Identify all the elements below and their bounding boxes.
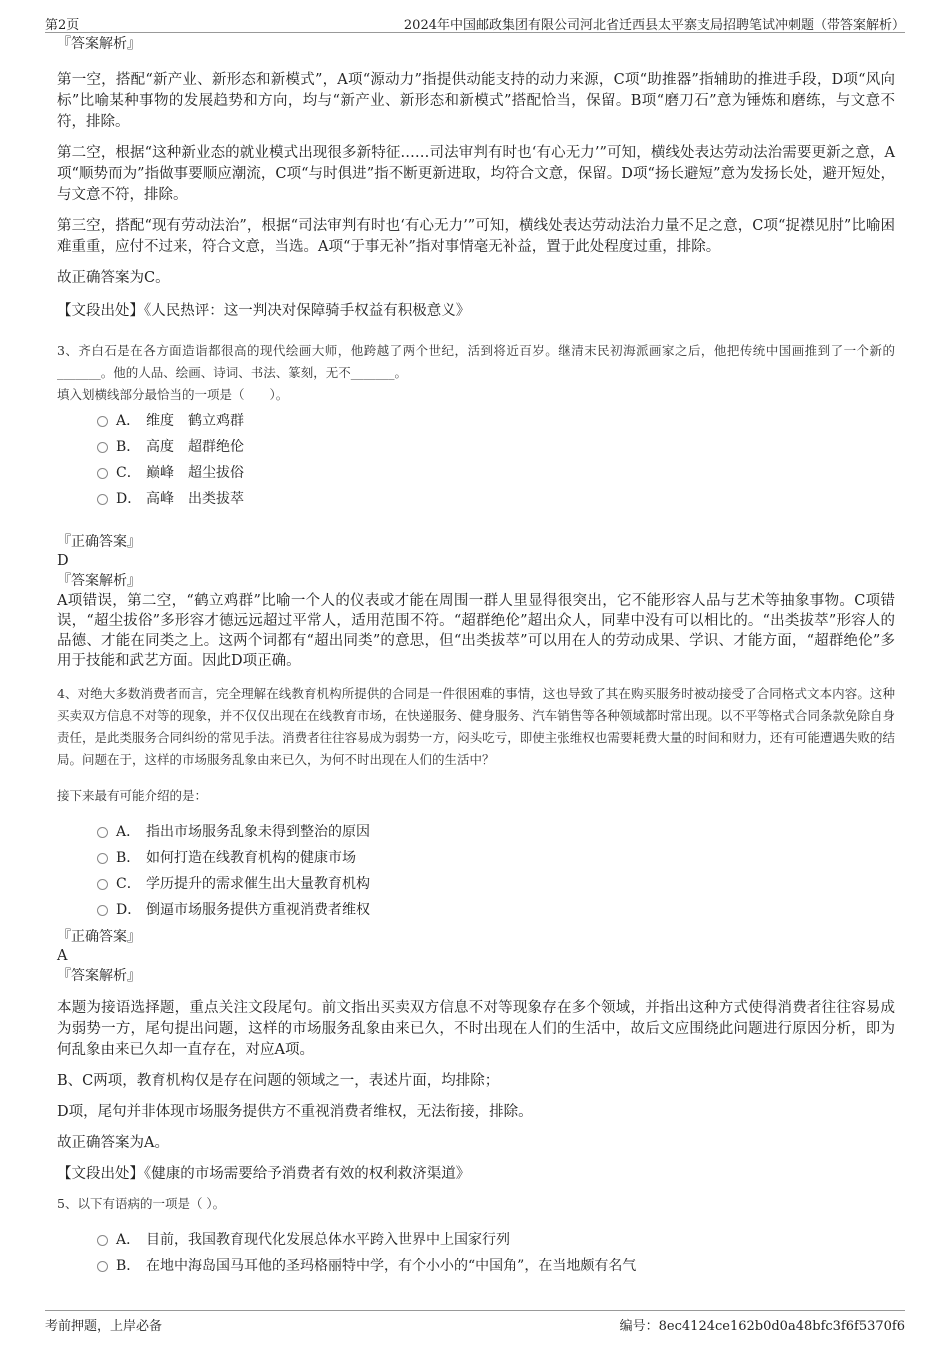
q4-prompt: 接下来最有可能介绍的是： — [57, 788, 208, 803]
q2-analysis-p2: 第二空，根据“这种新业态的就业模式出现很多新特征……司法审判有时也‘有心无力’”可知，横线处表达劳动法治需要更新之意，A项“顺势而为”指做事要顺应潮流，C项“与时俱进”指不断更新进取，均符合文意，保留。D项“扬长避短”意为发扬长处，避开短处，与文意不符，排除。 — [57, 145, 895, 203]
q4-analysis-p3: D项，尾句并非体现市场服务提供方不重视消费者维权，无法衔接，排除。 — [57, 1104, 533, 1120]
radio-icon[interactable] — [97, 494, 108, 505]
footer-slogan: 考前押题，上岸必备 — [45, 1319, 163, 1334]
q2-conclusion: 故正确答案为C。 — [57, 270, 170, 286]
q5-option-b[interactable]: B． 在地中海岛国马耳他的圣玛格丽特中学，有个小小的“中国角”，在当地颇有名气 — [97, 1253, 895, 1279]
radio-icon[interactable] — [97, 416, 108, 427]
q2-analysis-p1: 第一空，搭配“新产业、新形态和新模式”，A项“源动力”指提供动能支持的动力来源，C项“助推器”指辅助的推进手段，D项“风向标”比喻某种事物的发展趋势和方向，均与“新产业、新形态和新模式”搭配恰当，保留。B项“磨刀石”意为锤炼和磨练，与文意不符，排除。 — [57, 72, 895, 130]
q4-stem: 4、对绝大多数消费者而言，完全理解在线教育机构所提供的合同是一件很困难的事情，这也导致了其在购买服务时被动接受了合同格式文本内容。这种买卖双方信息不对等的现象，并不仅仅出现在在线教育市场，在快递服务、健身服务、汽车销售等各种领域都时常出现。以不平等格式合同条款免除自身责任，是此类服务合同纠纷的常见手法。消费者往往容易成为弱势一方，闷头吃亏，即使主张维权也需要耗费大量的时间和财力，还有可能遭遇失败的结局。问题在于，这样的市场服务乱象由来已久，为何不时出现在人们的生活中？ — [57, 686, 895, 767]
document-title: 2024年中国邮政集团有限公司河北省迁西县太平寨支局招聘笔试冲刺题（带答案解析） — [403, 18, 905, 33]
q2-source: 【文段出处】《人民热评：这一判决对保障骑手权益有积极意义》 — [57, 303, 471, 319]
radio-icon[interactable] — [97, 468, 108, 479]
footer-serial: 编号：8ec4124ce162b0d0a48bfc3f6f5370f6 — [619, 1319, 905, 1334]
q3-analysis: A项错误，第二空，“鹤立鸡群”比喻一个人的仪表或才能在周围一群人里显得很突出，它不能形容人品与艺术等抽象事物。C项错误，“超尘拔俗”多形容才德远远超过平常人，适用范围不符。“超群绝伦”超出众人，同辈中没有可以相比的。“出类拔萃”形容人的品德、才能在同类之上。这两个词都有“超出同类”的意思，但“出类拔萃”可以用在人的劳动成果、学识、才能方面，“超群绝伦”多用于技能和武艺方面。因此D项正确。 — [57, 593, 895, 669]
q3-correct-label: 『正确答案』 — [57, 534, 141, 550]
q4-option-a[interactable]: A． 指出市场服务乱象未得到整治的原因 — [97, 819, 895, 845]
q5-options — [97, 1227, 895, 1279]
q4-analysis-p1: 本题为接语选择题，重点关注文段尾句。前文指出买卖双方信息不对等现象存在多个领域，并指出这种方式使得消费者往往容易成为弱势一方，尾句提出问题，这样的市场服务乱象由来已久，不时出现在人们的生活中，故后文应围绕此问题进行原因分析，即为何乱象由来已久却一直存在，对应A项。 — [57, 1000, 895, 1058]
q3-options — [97, 408, 895, 512]
q4-correct-label: 『正确答案』 — [57, 929, 141, 945]
radio-icon[interactable] — [97, 853, 108, 864]
q4-correct-answer: A — [57, 948, 68, 964]
q3-option-c[interactable]: C． 巅峰 超尘拔俗 — [97, 460, 895, 486]
page-number: 第2页 — [45, 18, 80, 33]
q2-analysis-label: 『答案解析』 — [57, 36, 141, 52]
q4-analysis-label: 『答案解析』 — [57, 968, 141, 984]
q3-analysis-label: 『答案解析』 — [57, 573, 141, 589]
q4-analysis-p2: B、C两项，教育机构仅是存在问题的领域之一，表述片面，均排除； — [57, 1073, 500, 1089]
q3-option-a[interactable]: A． 维度 鹤立鸡群 — [97, 408, 895, 434]
q3-stem: 3、齐白石是在各方面造诣都很高的现代绘画大师，他跨越了两个世纪，活到将近百岁。继清末民初海派画家之后，他把传统中国画推到了一个新的_______。他的人品、绘画、诗词、书法、篆刻，无不_______。 — [57, 343, 895, 380]
radio-icon[interactable] — [97, 1235, 108, 1246]
q4-conclusion: 故正确答案为A。 — [57, 1135, 169, 1151]
page-content — [57, 34, 895, 1279]
q3-correct-answer: D — [57, 553, 69, 569]
radio-icon[interactable] — [97, 905, 108, 916]
radio-icon[interactable] — [97, 879, 108, 890]
q3-option-b[interactable]: B． 高度 超群绝伦 — [97, 434, 895, 460]
radio-icon[interactable] — [97, 1261, 108, 1272]
page-footer — [45, 1310, 905, 1334]
q4-option-b[interactable]: B． 如何打造在线教育机构的健康市场 — [97, 845, 895, 871]
q2-analysis-p3: 第三空，搭配“现有劳动法治”，根据“司法审判有时也‘有心无力’”可知，横线处表达劳动法治力量不足之意，C项“捉襟见肘”比喻困难重重，应付不过来，符合文意，当选。A项“于事无补”指对事情毫无补益，置于此处程度过重，排除。 — [57, 218, 895, 255]
q4-options — [97, 819, 895, 923]
radio-icon[interactable] — [97, 827, 108, 838]
q4-option-c[interactable]: C． 学历提升的需求催生出大量教育机构 — [97, 871, 895, 897]
q4-option-d[interactable]: D． 倒逼市场服务提供方重视消费者维权 — [97, 897, 895, 923]
q5-option-a[interactable]: A． 目前，我国教育现代化发展总体水平跨入世界中上国家行列 — [97, 1227, 895, 1253]
q3-option-d[interactable]: D． 高峰 出类拔萃 — [97, 486, 895, 512]
q4-source: 【文段出处】《健康的市场需要给予消费者有效的权利救济渠道》 — [57, 1166, 471, 1182]
radio-icon[interactable] — [97, 442, 108, 453]
q3-prompt: 填入划横线部分最恰当的一项是（ ）。 — [57, 387, 289, 402]
page-header — [45, 12, 905, 33]
q5-stem: 5、以下有语病的一项是（ ）。 — [57, 1196, 226, 1211]
